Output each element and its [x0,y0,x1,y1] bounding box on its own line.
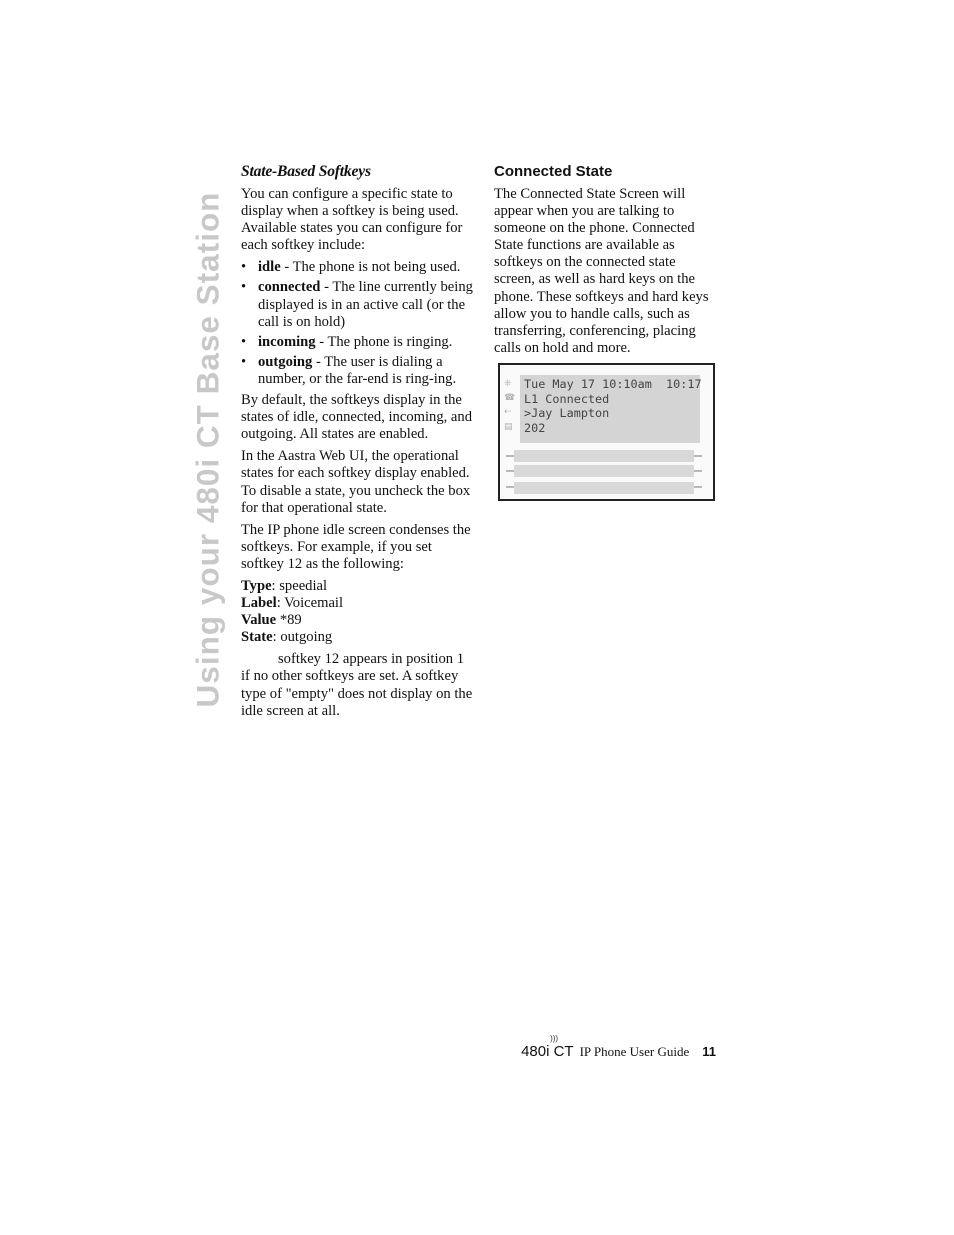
list-item [241,334,473,351]
softkey-tick-right [694,470,702,472]
field-value: Voicemail [284,595,344,612]
softkey-bar [514,482,694,494]
softkey-tick-left [506,470,514,472]
softkey-tick-left [506,455,514,457]
idle-paragraph: The IP phone idle screen condenses the softkeys. For example, if you set softkey 12 as the following: [241,521,471,572]
field-label: State [241,629,273,646]
bullet-icon: • [241,353,247,370]
field-row [241,578,473,595]
state-desc: - The phone is not being used. [280,259,461,276]
model-text: 480i CT [521,1043,574,1060]
state-term: incoming [258,333,316,350]
webui-paragraph: In the Aastra Web UI, the operational states for each softkey display enabled. To disable a state, you uncheck the box for that operational state. [241,448,471,516]
field-sep: : [276,595,285,612]
bullet-icon: • [241,333,247,350]
softkey-tick-right [694,455,702,457]
left-column [241,162,473,725]
softkey-fields [241,578,473,646]
field-label: Type [241,577,272,594]
list-icon: ▤ [504,422,513,432]
list-item [241,259,473,276]
field-label: Value [241,612,277,629]
field-row [241,595,473,612]
softkey-tick-right [694,486,702,488]
lcd-status-line: Tue May 17 10:10am 10:17 [524,377,702,391]
field-row [241,629,473,646]
state-based-softkeys-heading: State-Based Softkeys [241,163,371,180]
lcd-caller-name: >Jay Lampton [524,406,610,420]
state-term: outgoing [258,353,313,370]
arrow-left-icon: ⇠ [504,407,512,417]
field-value: *89 [279,612,302,629]
default-paragraph: By default, the softkeys display in the states of idle, connected, incoming, and outgoing. All states are enabled. [241,392,472,443]
connected-state-paragraph: The Connected State Screen will appear when you are talking to someone on the phone. Connected State functions are available as softkeys on the connected state screen, as well as hard keys on the phone. These softkeys and hard keys allow you to handle calls, such as transferring, conferencing, placing calls on hold and more. [494,186,709,356]
list-item [241,279,473,330]
model-name [521,1034,574,1060]
field-value: outgoing [280,629,333,646]
page-footer [521,1034,716,1060]
softkey-tick-left [506,486,514,488]
guide-title: IP Phone User Guide [579,1044,690,1059]
phone-icon: ☎ [504,393,516,403]
connected-state-heading: Connected State [494,163,613,180]
right-column [494,162,720,362]
menu-icon: ⁜ [504,379,512,389]
field-sep: : [271,577,280,594]
phone-lcd-screenshot [498,363,715,501]
field-value: speedial [279,577,328,594]
lcd-line-status: L1 Connected [524,392,610,406]
state-desc: - The line currently being displayed is in an active call (or the call is on hold) [258,279,473,330]
field-sep: : [272,629,281,646]
state-desc: - The phone is ringing. [315,333,453,350]
wireless-icon: ))) [550,1034,559,1043]
result-paragraph: softkey 12 appears in position 1 if no other softkeys are set. A softkey type of "empty" does not display on the idle screen at all. [241,651,473,719]
lcd-display [520,375,700,443]
softkey-bar [514,465,694,477]
field-row [241,612,473,629]
side-title-text: Using your 480i CT Base Station [189,191,226,707]
state-term: connected [258,279,321,296]
state-desc: - The user is dialing a number, or the far-end is ring-ing. [258,353,457,387]
side-title [188,168,228,730]
states-list [241,259,473,388]
state-term: idle [258,259,281,276]
field-label: Label [241,595,277,612]
page-number: 11 [702,1044,716,1059]
lcd-caller-number: 202 [524,421,546,435]
list-item [241,354,473,388]
bullet-icon: • [241,259,247,276]
intro-paragraph: You can configure a specific state to display when a softkey is being used. Available states you can configure for each softkey include: [241,186,463,254]
bullet-icon: • [241,279,247,296]
softkey-bar [514,450,694,462]
